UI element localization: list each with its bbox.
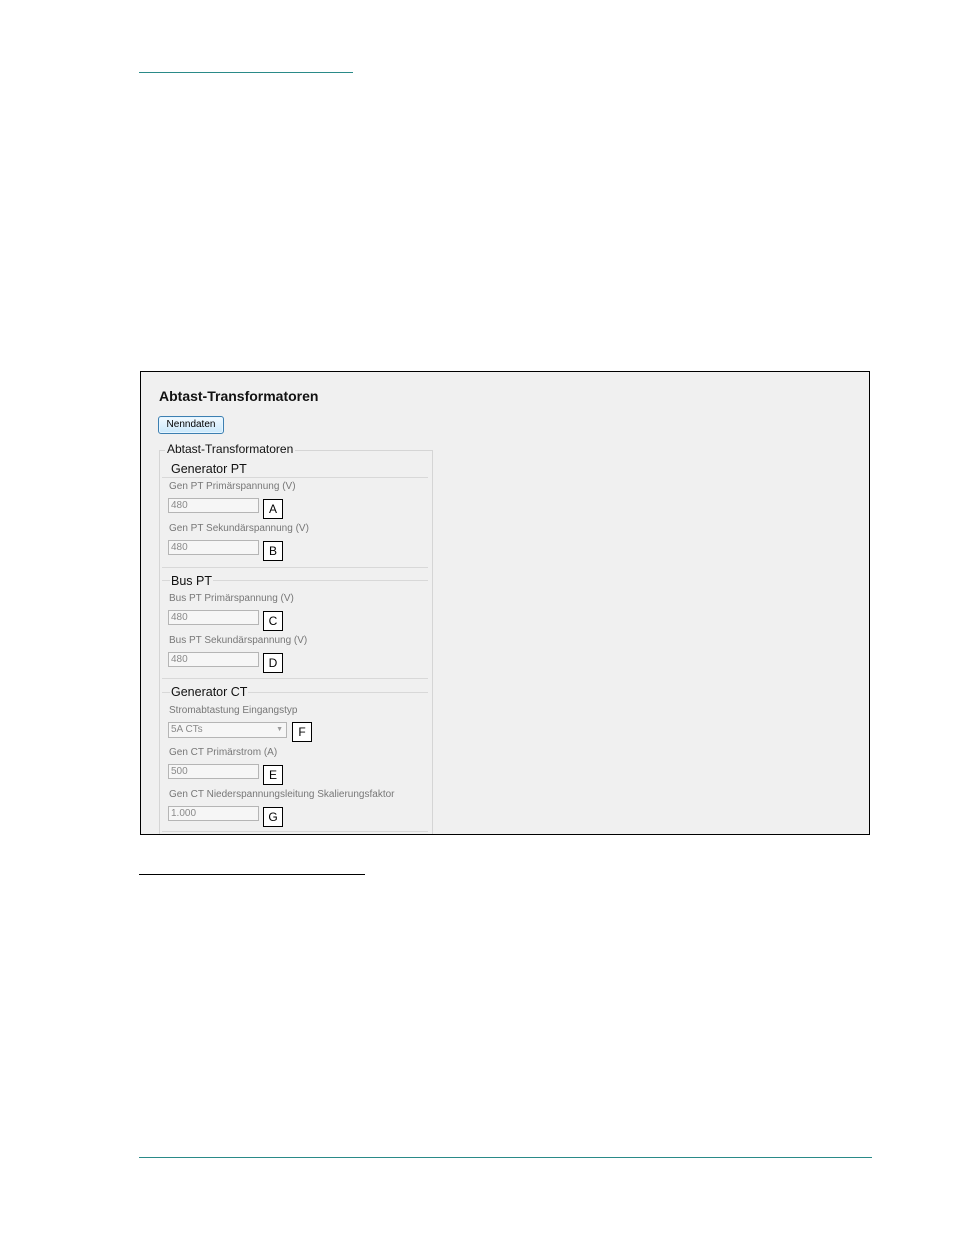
ct-input-type-value: 5A CTs	[171, 724, 203, 735]
fieldset-legend: Abtast-Transformatoren	[167, 442, 294, 456]
bus-pt-primary-label: Bus PT Primärspannung (V)	[169, 593, 294, 604]
gen-ct-primary-input[interactable]: 500	[168, 764, 259, 779]
page-title: Abtast-Transformatoren	[159, 388, 319, 404]
callout-e: E	[263, 765, 283, 785]
callout-c: C	[263, 611, 283, 631]
gen-pt-group-title: Generator PT	[171, 462, 247, 476]
bus-pt-primary-input[interactable]: 480	[168, 610, 259, 625]
bottom-rule	[139, 1157, 872, 1158]
bus-pt-group-bottom	[162, 678, 428, 679]
callout-f: F	[292, 722, 312, 742]
gen-ct-group-title: Generator CT	[171, 685, 248, 699]
top-rule	[139, 72, 353, 73]
gen-ct-primary-label: Gen CT Primärstrom (A)	[169, 747, 278, 758]
gen-pt-primary-input[interactable]: 480	[168, 498, 259, 513]
nenndaten-button[interactable]: Nenndaten	[158, 416, 224, 434]
mid-rule	[139, 874, 365, 875]
callout-g: G	[263, 807, 283, 827]
dropdown-arrow-icon: ▼	[276, 726, 283, 733]
gen-pt-secondary-input[interactable]: 480	[168, 540, 259, 555]
bus-pt-group-title: Bus PT	[171, 574, 212, 588]
gen-ct-scaling-label: Gen CT Niederspannungsleitung Skalierungsfaktor	[169, 789, 395, 800]
ct-input-type-select[interactable]	[168, 722, 287, 738]
gen-pt-group-border	[162, 477, 428, 478]
callout-b: B	[263, 541, 283, 561]
gen-pt-secondary-label: Gen PT Sekundärspannung (V)	[169, 523, 309, 534]
callout-d: D	[263, 653, 283, 673]
sensing-transformers-screenshot	[140, 371, 870, 835]
gen-pt-primary-label: Gen PT Primärspannung (V)	[169, 481, 296, 492]
gen-ct-group-bottom	[162, 831, 428, 832]
bus-pt-secondary-input[interactable]: 480	[168, 652, 259, 667]
callout-a: A	[263, 499, 283, 519]
ct-input-type-label: Stromabtastung Eingangstyp	[169, 705, 298, 716]
bus-pt-secondary-label: Bus PT Sekundärspannung (V)	[169, 635, 308, 646]
gen-pt-group-bottom	[162, 567, 428, 568]
gen-ct-scaling-input[interactable]: 1.000	[168, 806, 259, 821]
